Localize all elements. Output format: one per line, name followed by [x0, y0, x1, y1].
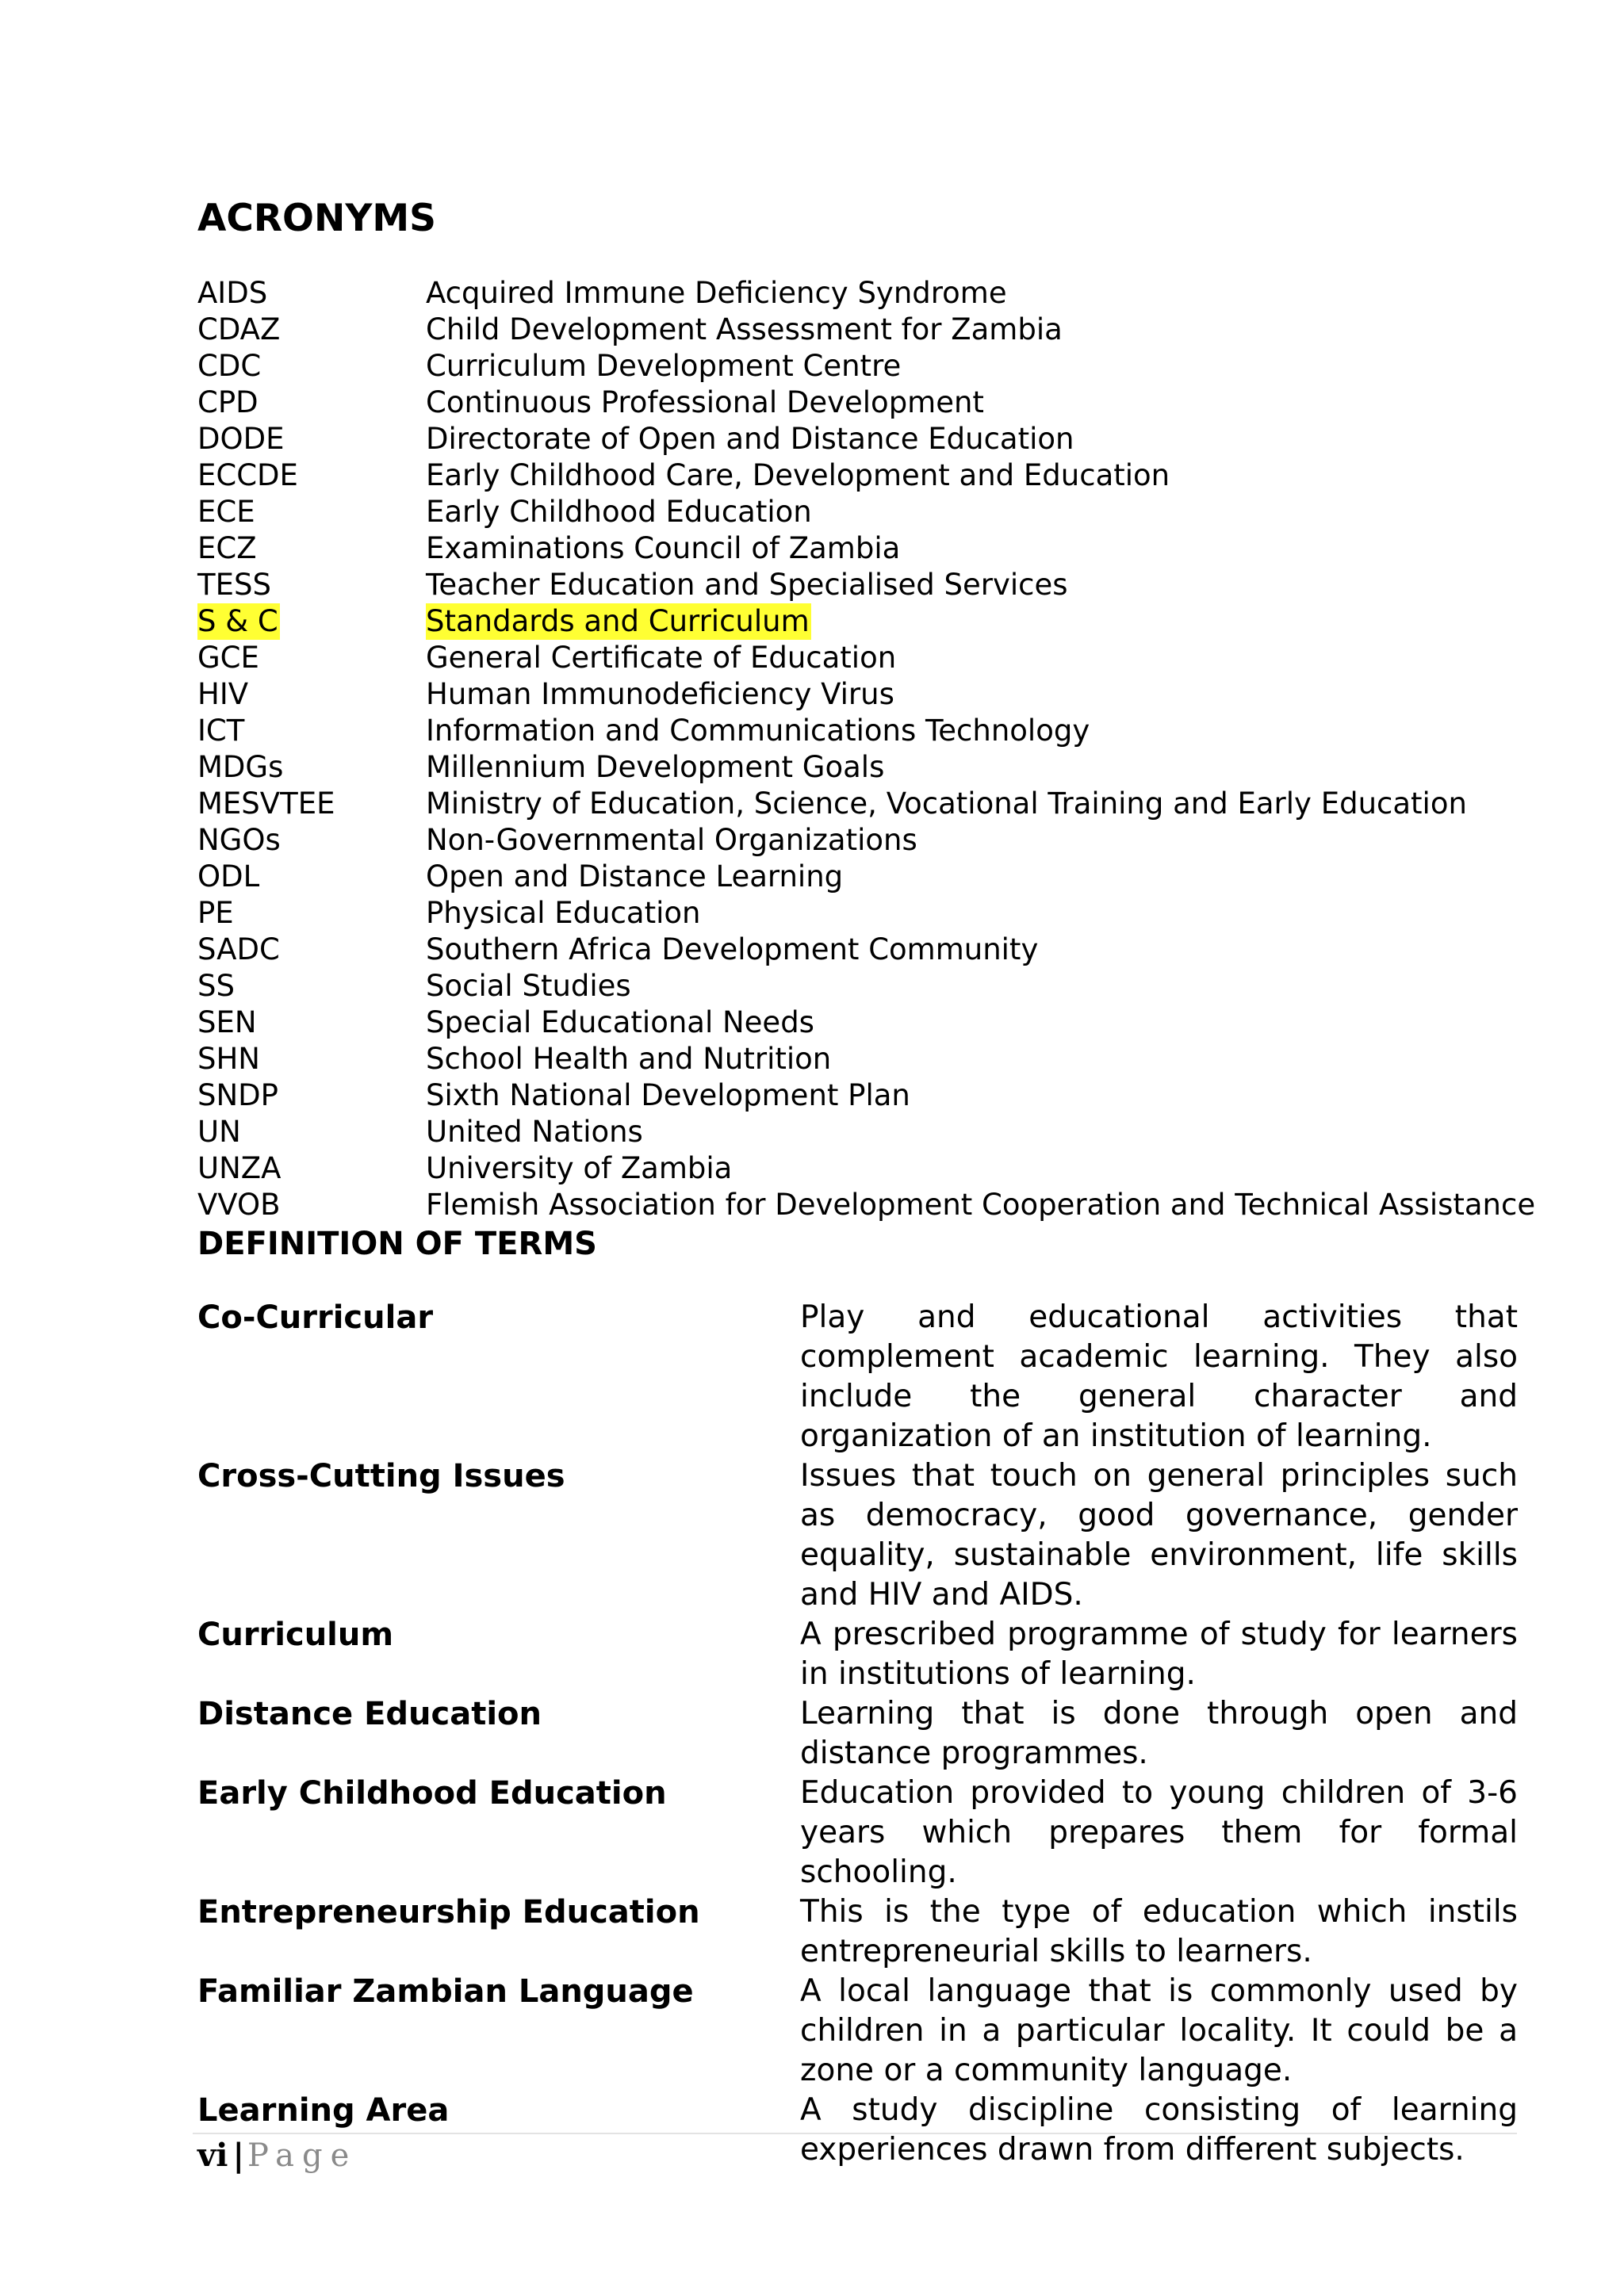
definitions-heading: DEFINITION OF TERMS [197, 1226, 597, 1262]
footer-separator: | [232, 2137, 244, 2174]
acronym-expansion: Standards and Curriculum [426, 604, 810, 638]
acronym-abbreviation: AIDS [197, 276, 268, 310]
definition-term: Entrepreneurship Education [197, 1894, 700, 1931]
definition-term: Learning Area [197, 2092, 450, 2129]
acronym-abbreviation: DODE [197, 422, 285, 456]
acronym-row [197, 749, 1545, 786]
definition-row [197, 1972, 1518, 2091]
definition-text: A prescribed programme of study for learners in institutions of learning. [800, 1617, 1518, 1692]
page-footer [197, 2135, 357, 2176]
acronym-expansion: Continuous Professional Development [426, 385, 984, 419]
acronym-row [197, 385, 1545, 421]
acronym-row [197, 530, 1545, 567]
acronym-expansion: Open and Distance Learning [426, 859, 844, 894]
acronym-expansion: Curriculum Development Centre [426, 349, 902, 383]
page-label: Page [247, 2137, 358, 2174]
acronym-abbreviation: GCE [197, 641, 259, 675]
acronym-row [197, 421, 1545, 457]
acronym-expansion: Flemish Association for Development Cooperation and Technical Assistance [426, 1188, 1536, 1222]
definition-text: Issues that touch on general principles such as democracy, good governance, gender equality, sustainable environment, life skills and HIV and AIDS. [800, 1458, 1518, 1613]
acronym-expansion: Examinations Council of Zambia [426, 531, 901, 565]
page-number: vi [197, 2137, 228, 2174]
acronym-row [197, 1041, 1545, 1077]
acronym-abbreviation: ECZ [197, 531, 257, 565]
definition-text: This is the type of education which instils entrepreneurial skills to learners. [800, 1894, 1518, 1969]
acronym-row [197, 968, 1545, 1004]
definitions-list [197, 1298, 1518, 2170]
acronym-expansion: Teacher Education and Specialised Services [426, 568, 1068, 602]
definition-term: Familiar Zambian Language [197, 1973, 694, 2010]
acronym-abbreviation: CDC [197, 349, 262, 383]
acronym-expansion: Sixth National Development Plan [426, 1078, 910, 1112]
acronym-abbreviation: VVOB [197, 1188, 281, 1222]
definition-term: Cross-Cutting Issues [197, 1458, 565, 1494]
acronym-abbreviation: ICT [197, 714, 245, 748]
acronym-abbreviation: HIV [197, 677, 249, 711]
acronym-expansion: University of Zambia [426, 1151, 733, 1185]
acronym-row [197, 932, 1545, 968]
definition-text: A local language that is commonly used by children in a particular locality. It could be a zone or a community language. [800, 1973, 1518, 2088]
acronym-row [197, 640, 1545, 676]
acronym-abbreviation: TESS [197, 568, 271, 602]
definition-text: Education provided to young children of 3-6 years which prepares them for formal schooling. [800, 1775, 1518, 1890]
definition-row [197, 1694, 1518, 1774]
definition-row [197, 1892, 1518, 1972]
acronym-abbreviation: CPD [197, 385, 259, 419]
acronym-abbreviation: SEN [197, 1005, 257, 1039]
acronym-abbreviation: ECE [197, 495, 255, 529]
acronym-expansion: Information and Communications Technology [426, 714, 1090, 748]
acronym-expansion: Acquired Immune Deficiency Syndrome [426, 276, 1007, 310]
acronym-row [197, 494, 1545, 530]
acronym-abbreviation: UN [197, 1115, 241, 1149]
acronym-expansion: Physical Education [426, 896, 701, 930]
acronym-row [197, 895, 1545, 932]
acronym-row [197, 1187, 1545, 1223]
acronym-row [197, 567, 1545, 603]
acronym-expansion: Social Studies [426, 969, 631, 1003]
acronym-abbreviation: UNZA [197, 1151, 282, 1185]
acronyms-list [197, 275, 1545, 1223]
acronym-row [197, 676, 1545, 713]
acronym-row [197, 1004, 1545, 1041]
acronym-expansion: Early Childhood Education [426, 495, 812, 529]
definition-term: Distance Education [197, 1696, 542, 1732]
acronym-row [197, 603, 1545, 640]
definition-text: Learning that is done through open and distance programmes. [800, 1696, 1518, 1771]
acronym-row [197, 713, 1545, 749]
acronym-row [197, 1114, 1545, 1150]
acronym-abbreviation: MDGs [197, 750, 284, 784]
acronym-abbreviation: ECCDE [197, 458, 298, 492]
acronym-abbreviation: S & C [197, 604, 278, 638]
acronym-expansion: Child Development Assessment for Zambia [426, 312, 1063, 346]
acronym-expansion: Early Childhood Care, Development and Education [426, 458, 1170, 492]
acronym-row [197, 275, 1545, 312]
acronym-expansion: General Certificate of Education [426, 641, 897, 675]
acronym-row [197, 1150, 1545, 1187]
acronym-row [197, 312, 1545, 348]
acronym-abbreviation: CDAZ [197, 312, 281, 346]
definition-row [197, 2091, 1518, 2170]
definition-row [197, 1456, 1518, 1615]
acronym-row [197, 457, 1545, 494]
acronym-expansion: Human Immunodeficiency Virus [426, 677, 894, 711]
acronym-expansion: Ministry of Education, Science, Vocational Training and Early Education [426, 786, 1467, 821]
acronym-abbreviation: PE [197, 896, 234, 930]
acronym-row [197, 822, 1545, 859]
definition-row [197, 1615, 1518, 1694]
acronym-row [197, 786, 1545, 822]
definition-row [197, 1774, 1518, 1892]
footer-divider [193, 2133, 1517, 2134]
acronyms-heading: ACRONYMS [197, 197, 437, 240]
acronym-expansion: Millennium Development Goals [426, 750, 885, 784]
acronym-abbreviation: SS [197, 969, 235, 1003]
acronym-abbreviation: SHN [197, 1042, 260, 1076]
acronym-abbreviation: ODL [197, 859, 260, 894]
acronym-row [197, 348, 1545, 385]
acronym-row [197, 859, 1545, 895]
definition-text: Play and educational activities that complement academic learning. They also include the general character and organization of an institution of learning. [800, 1299, 1518, 1454]
definition-row [197, 1298, 1518, 1456]
acronym-abbreviation: MESVTEE [197, 786, 335, 821]
acronym-expansion: Directorate of Open and Distance Education [426, 422, 1074, 456]
acronym-abbreviation: SADC [197, 932, 280, 966]
definition-term: Early Childhood Education [197, 1775, 667, 1812]
definition-term: Curriculum [197, 1617, 394, 1653]
definition-term: Co-Curricular [197, 1299, 434, 1336]
acronym-row [197, 1077, 1545, 1114]
acronym-expansion: Special Educational Needs [426, 1005, 814, 1039]
acronym-abbreviation: SNDP [197, 1078, 278, 1112]
acronym-expansion: School Health and Nutrition [426, 1042, 832, 1076]
acronym-expansion: Non-Governmental Organizations [426, 823, 917, 857]
definition-text: A study discipline consisting of learning experiences drawn from different subjects. [800, 2092, 1518, 2168]
acronym-abbreviation: NGOs [197, 823, 281, 857]
acronym-expansion: United Nations [426, 1115, 643, 1149]
acronym-expansion: Southern Africa Development Community [426, 932, 1039, 966]
